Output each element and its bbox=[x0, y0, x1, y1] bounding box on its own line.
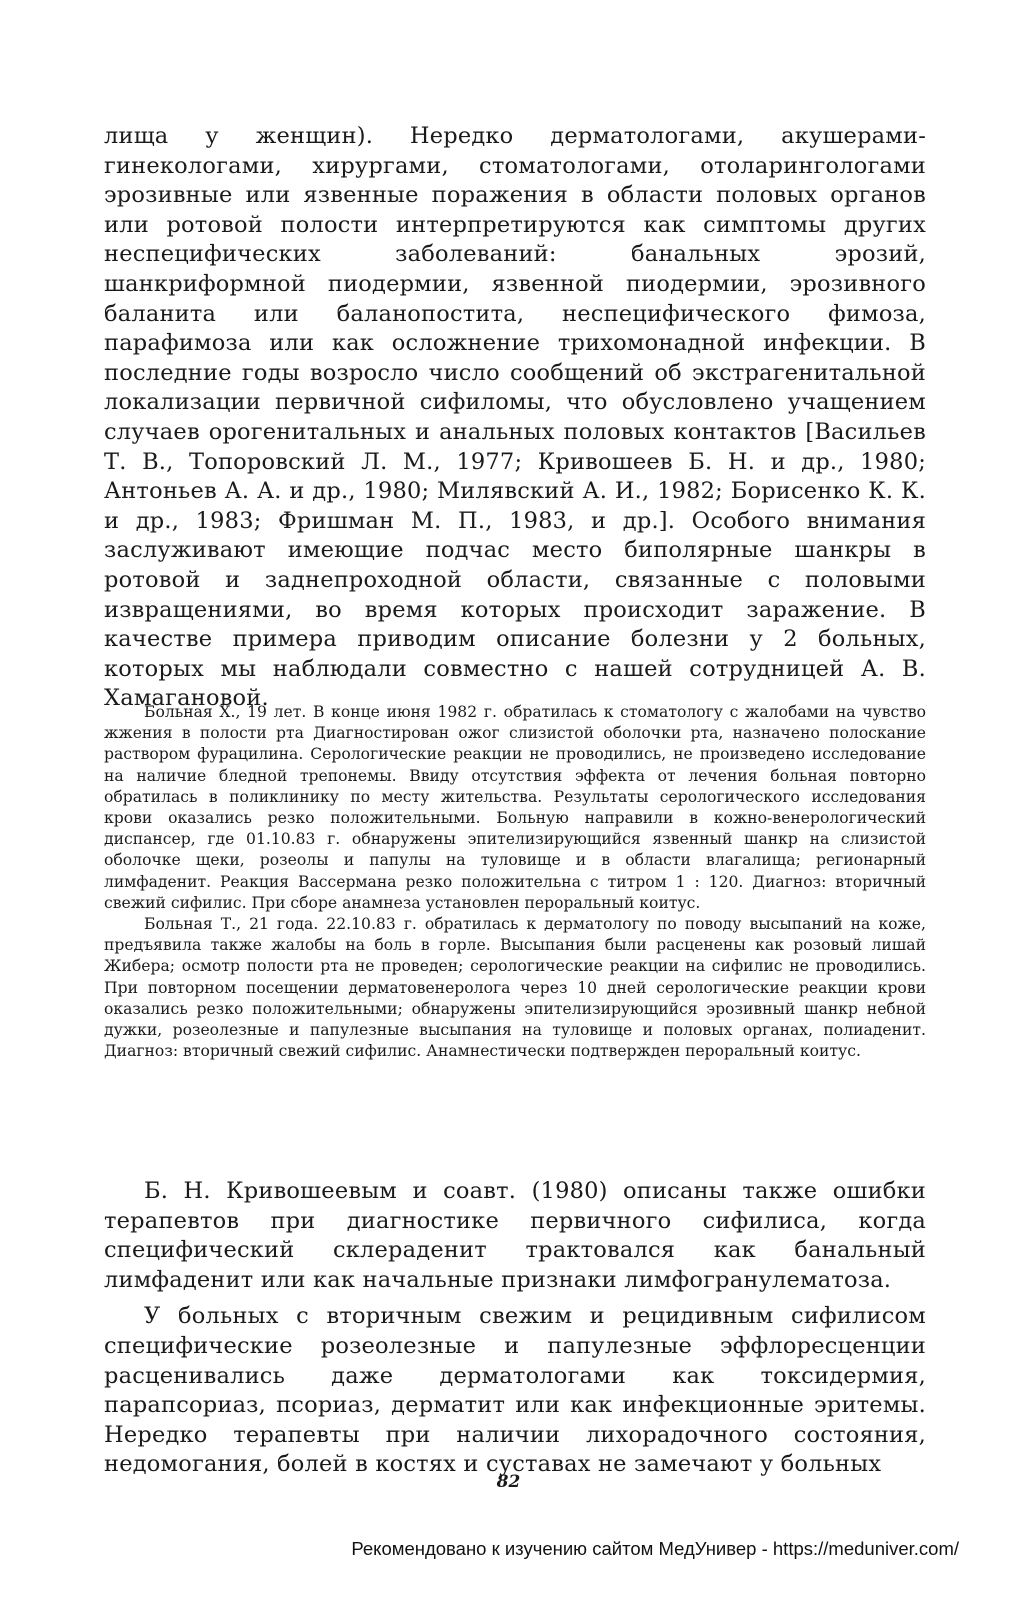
paragraph-secondary-syphilis: У больных с вторичным свежим и рецидивным сифилисом специфические розеолезные и папулезные эффлоресценции расценивались даже дерматологами как токсидермия, парапсориаз, псориаз, дерматит или как инфекционные эритемы. Нередко терапевты при наличии лихорадочного состояния, недомогания, болей в костях и суставах не замечают у больных bbox=[104, 1303, 926, 1478]
case-reports-block bbox=[104, 702, 926, 1062]
case-report-1: Больная Х., 19 лет. В конце июня 1982 г. обратилась к стоматологу с жалобами на чувство жжения в полости рта Диагностирован ожог слизистой оболочки рта, назначено полоскание раствором фурацилина. Серологические реакции не проводились, не произведено исследование на наличие бледной трепонемы. Ввиду отсутствия эффекта от лечения больная повторно обратилась в поликлинику по месту жительства. Результаты серологического исследования крови оказались резко положительными. Больную направили в кожно-венерологический диспансер, где 01.10.83 г. обнаружены эпителизирующийся язвенный шанкр на слизистой оболочке щеки, розеолы и папулы на туловище и в области влагалища; регионарный лимфаденит. Реакция Вассермана резко положительна с титром 1 : 120. Диагноз: вторичный свежий сифилис. При сборе анамнеза установлен пероральный коитус. bbox=[104, 703, 926, 912]
paragraph-misdiagnosis-therapists: Б. Н. Кривошеевым и соавт. (1980) описаны также ошибки терапевтов при диагностике первичного сифилиса, когда специфический склераденит трактовался как банальный лимфаденит или как начальные признаки лимфогранулематоза. bbox=[104, 1178, 926, 1293]
footer-recommendation: Рекомендовано к изучению сайтом МедУнивер - https://meduniver.com/ bbox=[351, 1538, 959, 1559]
main-text-block bbox=[104, 122, 926, 714]
case-report-2: Больная Т., 21 года. 22.10.83 г. обратилась к дерматологу по поводу высыпаний на коже, предъявила также жалобы на боль в горле. Высыпания были расценены как розовый лишай Жибера; осмотр полости рта не проведен; серологические реакции на сифилис не проводились. При повторном посещении дерматовенеролога через 10 дней серологические реакции крови оказались резко положительными; обнаружены эпителизирующийся эрозивный шанкр небной дужки, розеолезные и папулезные высыпания на туловище и половых органах, полиаденит. Диагноз: вторичный свежий сифилис. Анамнестически подтвержден пероральный коитус. bbox=[104, 915, 926, 1061]
main-paragraph: лища у женщин). Нередко дерматологами, акушерами-гинекологами, хирургами, стоматологами, отоларингологами эрозивные или язвенные поражения в области половых органов или ротовой полости интерпретируются как симптомы других неспецифических заболеваний: банальных эрозий, шанкриформной пиодермии, язвенной пиодермии, эрозивного баланита или баланопостита, неспецифического фимоза, парафимоза или как осложнение трихомонадной инфекции. В последние годы возросло число сообщений об экстрагенитальной локализации первичной сифиломы, что обусловлено учащением случаев орогенитальных и анальных половых контактов [Васильев Т. В., Топоровский Л. М., 1977; Кривошеев Б. Н. и др., 1980; Антоньев А. А. и др., 1980; Милявский А. И., 1982; Борисенко К. К. и др., 1983; Фришман М. П., 1983, и др.]. Особого внимания заслуживают имеющие подчас место биполярные шанкры в ротовой и заднепроходной области, связанные с половыми извращениями, во время которых происходит заражение. В качестве примера приводим описание болезни у 2 больных, которых мы наблюдали совместно с нашей сотрудницей А. В. Хамагановой. bbox=[104, 123, 926, 712]
page-number: 82 bbox=[496, 1472, 521, 1492]
lower-text-block bbox=[104, 1177, 926, 1487]
